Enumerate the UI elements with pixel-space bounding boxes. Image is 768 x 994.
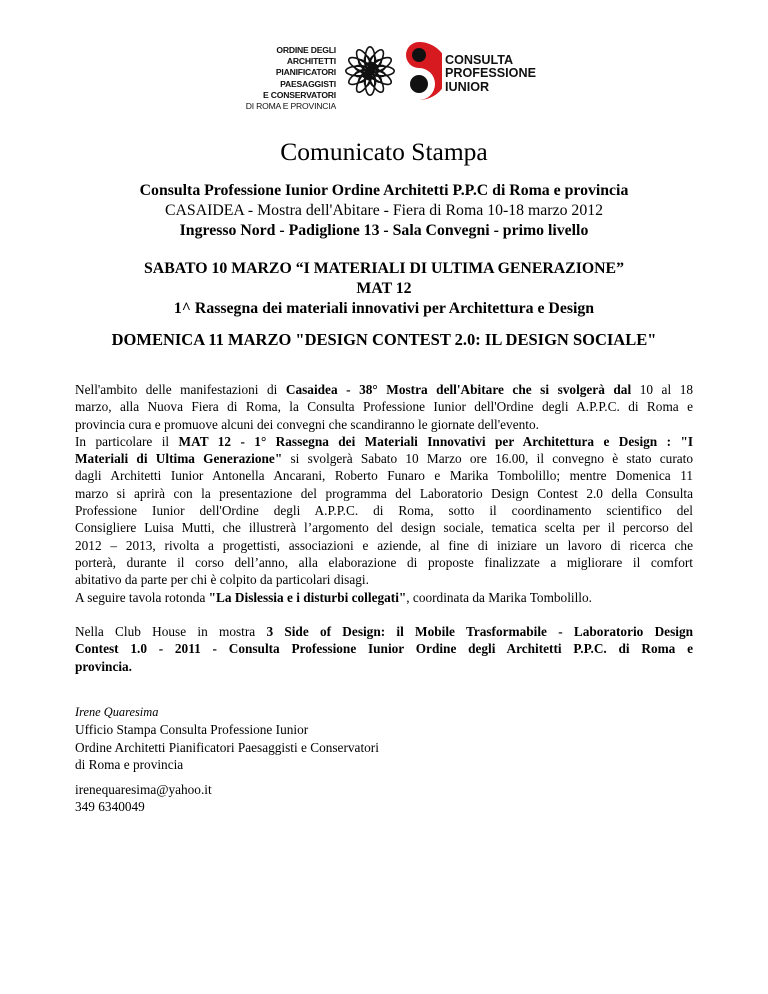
consulta-logo-text [445, 54, 536, 94]
contact-block [75, 781, 212, 816]
text-line: dagli Architetti Iunior Antonella Ancarani, Roberto Funaro e Marika Tombolillo; mentre Domenica 11 [75, 468, 693, 484]
contact-email[interactable]: irenequaresima@yahoo.it [75, 782, 212, 797]
text-line: Consigliere Luisa Mutti, che illustrerà l’argomento del design sociale, tematica scelta per il percorso del [75, 520, 693, 536]
signature-name: Irene Quaresima [75, 705, 159, 719]
event-header [0, 181, 768, 241]
ordine-line: PAESAGGISTI [280, 78, 336, 89]
event-sunday [0, 330, 768, 350]
text-line: provincia cura e promuove alcuni dei convegni che scandiranno le giornate dell'evento. [75, 416, 539, 432]
consulta-line: CONSULTA [445, 53, 514, 67]
ordine-line: PIANIFICATORI [275, 67, 336, 78]
text-line: provincia. [75, 658, 133, 674]
consulta-line: IUNIOR [445, 79, 490, 94]
text-line: Nella Club House in mostra 3 Side of Design: il Mobile Trasformabile - Laboratorio Design [75, 624, 693, 639]
header-organizer: Consulta Professione Iunior Ordine Architetti P.P.C di Roma e provincia [139, 182, 629, 199]
text-line: Contest 1.0 - 2011 - Consulta Professione Iunior Ordine degli Architetti P.P.C. di Roma e [75, 641, 693, 657]
logo-header [0, 40, 768, 110]
text-line: In particolare il MAT 12 - 1° Rassegna dei Materiali Innovativi per Architettura e Design : "I [75, 433, 694, 449]
saturday-mat: MAT 12 [356, 280, 412, 297]
signature-location: di Roma e provincia [75, 756, 184, 772]
text-line: Nell'ambito delle manifestazioni di Casaidea - 38° Mostra dell'Abitare che si svolgerà dal 10 al 18 [75, 382, 693, 397]
sunday-title: DOMENICA 11 MARZO "DESIGN CONTEST 2.0: IL DESIGN SOCIALE" [111, 330, 657, 349]
ordine-architetti-logo-text [218, 45, 336, 112]
signature-role: Ufficio Stampa Consulta Professione Iunior [75, 722, 309, 738]
text-line: Materiali di Ultima Generazione" si svolgerà Sabato 10 Marzo ore 16.00, il convegno è stato curato [75, 451, 693, 467]
page-title: Comunicato Stampa [280, 137, 488, 166]
saturday-title: SABATO 10 MARZO “I MATERIALI DI ULTIMA GENERAZIONE” [144, 260, 624, 277]
text-line: 2012 – 2013, rivolta a progettisti, associazioni e aziende, al fine di iniziare un lavoro di ricerca che [75, 537, 693, 553]
consulta-line: PROFESSIONE [445, 66, 536, 81]
ordine-line: ARCHITETTI [286, 56, 336, 67]
contact-phone: 349 6340049 [75, 799, 145, 815]
text-line: marzo, alla Nuova Fiera di Roma, la Consulta Professione Iunior dell'Ordine degli A.P.P.C. di Roma e [75, 399, 693, 415]
ordine-rosette-logo-icon [339, 40, 401, 102]
body-paragraph-1 [75, 381, 693, 606]
consulta-logo-icon [396, 40, 442, 102]
text-line: A seguire tavola rotonda "La Dislessia e i disturbi collegati", coordinata da Marika Tombolillo. [75, 589, 592, 605]
body-paragraph-2 [75, 623, 693, 675]
header-exhibition: CASAIDEA - Mostra dell'Abitare - Fiera di Roma 10-18 marzo 2012 [164, 202, 604, 219]
ordine-line: E CONSERVATORI [263, 89, 336, 100]
saturday-subtitle: 1^ Rassegna dei materiali innovativi per Architettura e Design [173, 300, 595, 317]
text-line: Professione Iunior dell'Ordine degli A.P.P.C. di Roma, sotto il coordinamento scientifico del [75, 503, 693, 519]
ordine-line: DI ROMA E PROVINCIA [245, 101, 336, 112]
text-line: abitativo da parte per chi è colpito da particolari disagi. [75, 572, 369, 588]
text-line: marzo si aprirà con la presentazione del programma del Laboratorio Design Contest 2.0 della Consulta [75, 485, 693, 501]
header-venue: Ingresso Nord - Padiglione 13 - Sala Convegni - primo livello [179, 222, 589, 239]
text-line: porterà, durante il corso dell’anno, alla elaborazione di proposte finalizzate a migliorare il comfort [75, 554, 693, 570]
signature-org: Ordine Architetti Pianificatori Paesaggisti e Conservatori [75, 739, 379, 755]
signature-block [75, 704, 379, 773]
ordine-line: ORDINE DEGLI [276, 45, 336, 55]
event-saturday [0, 259, 768, 319]
